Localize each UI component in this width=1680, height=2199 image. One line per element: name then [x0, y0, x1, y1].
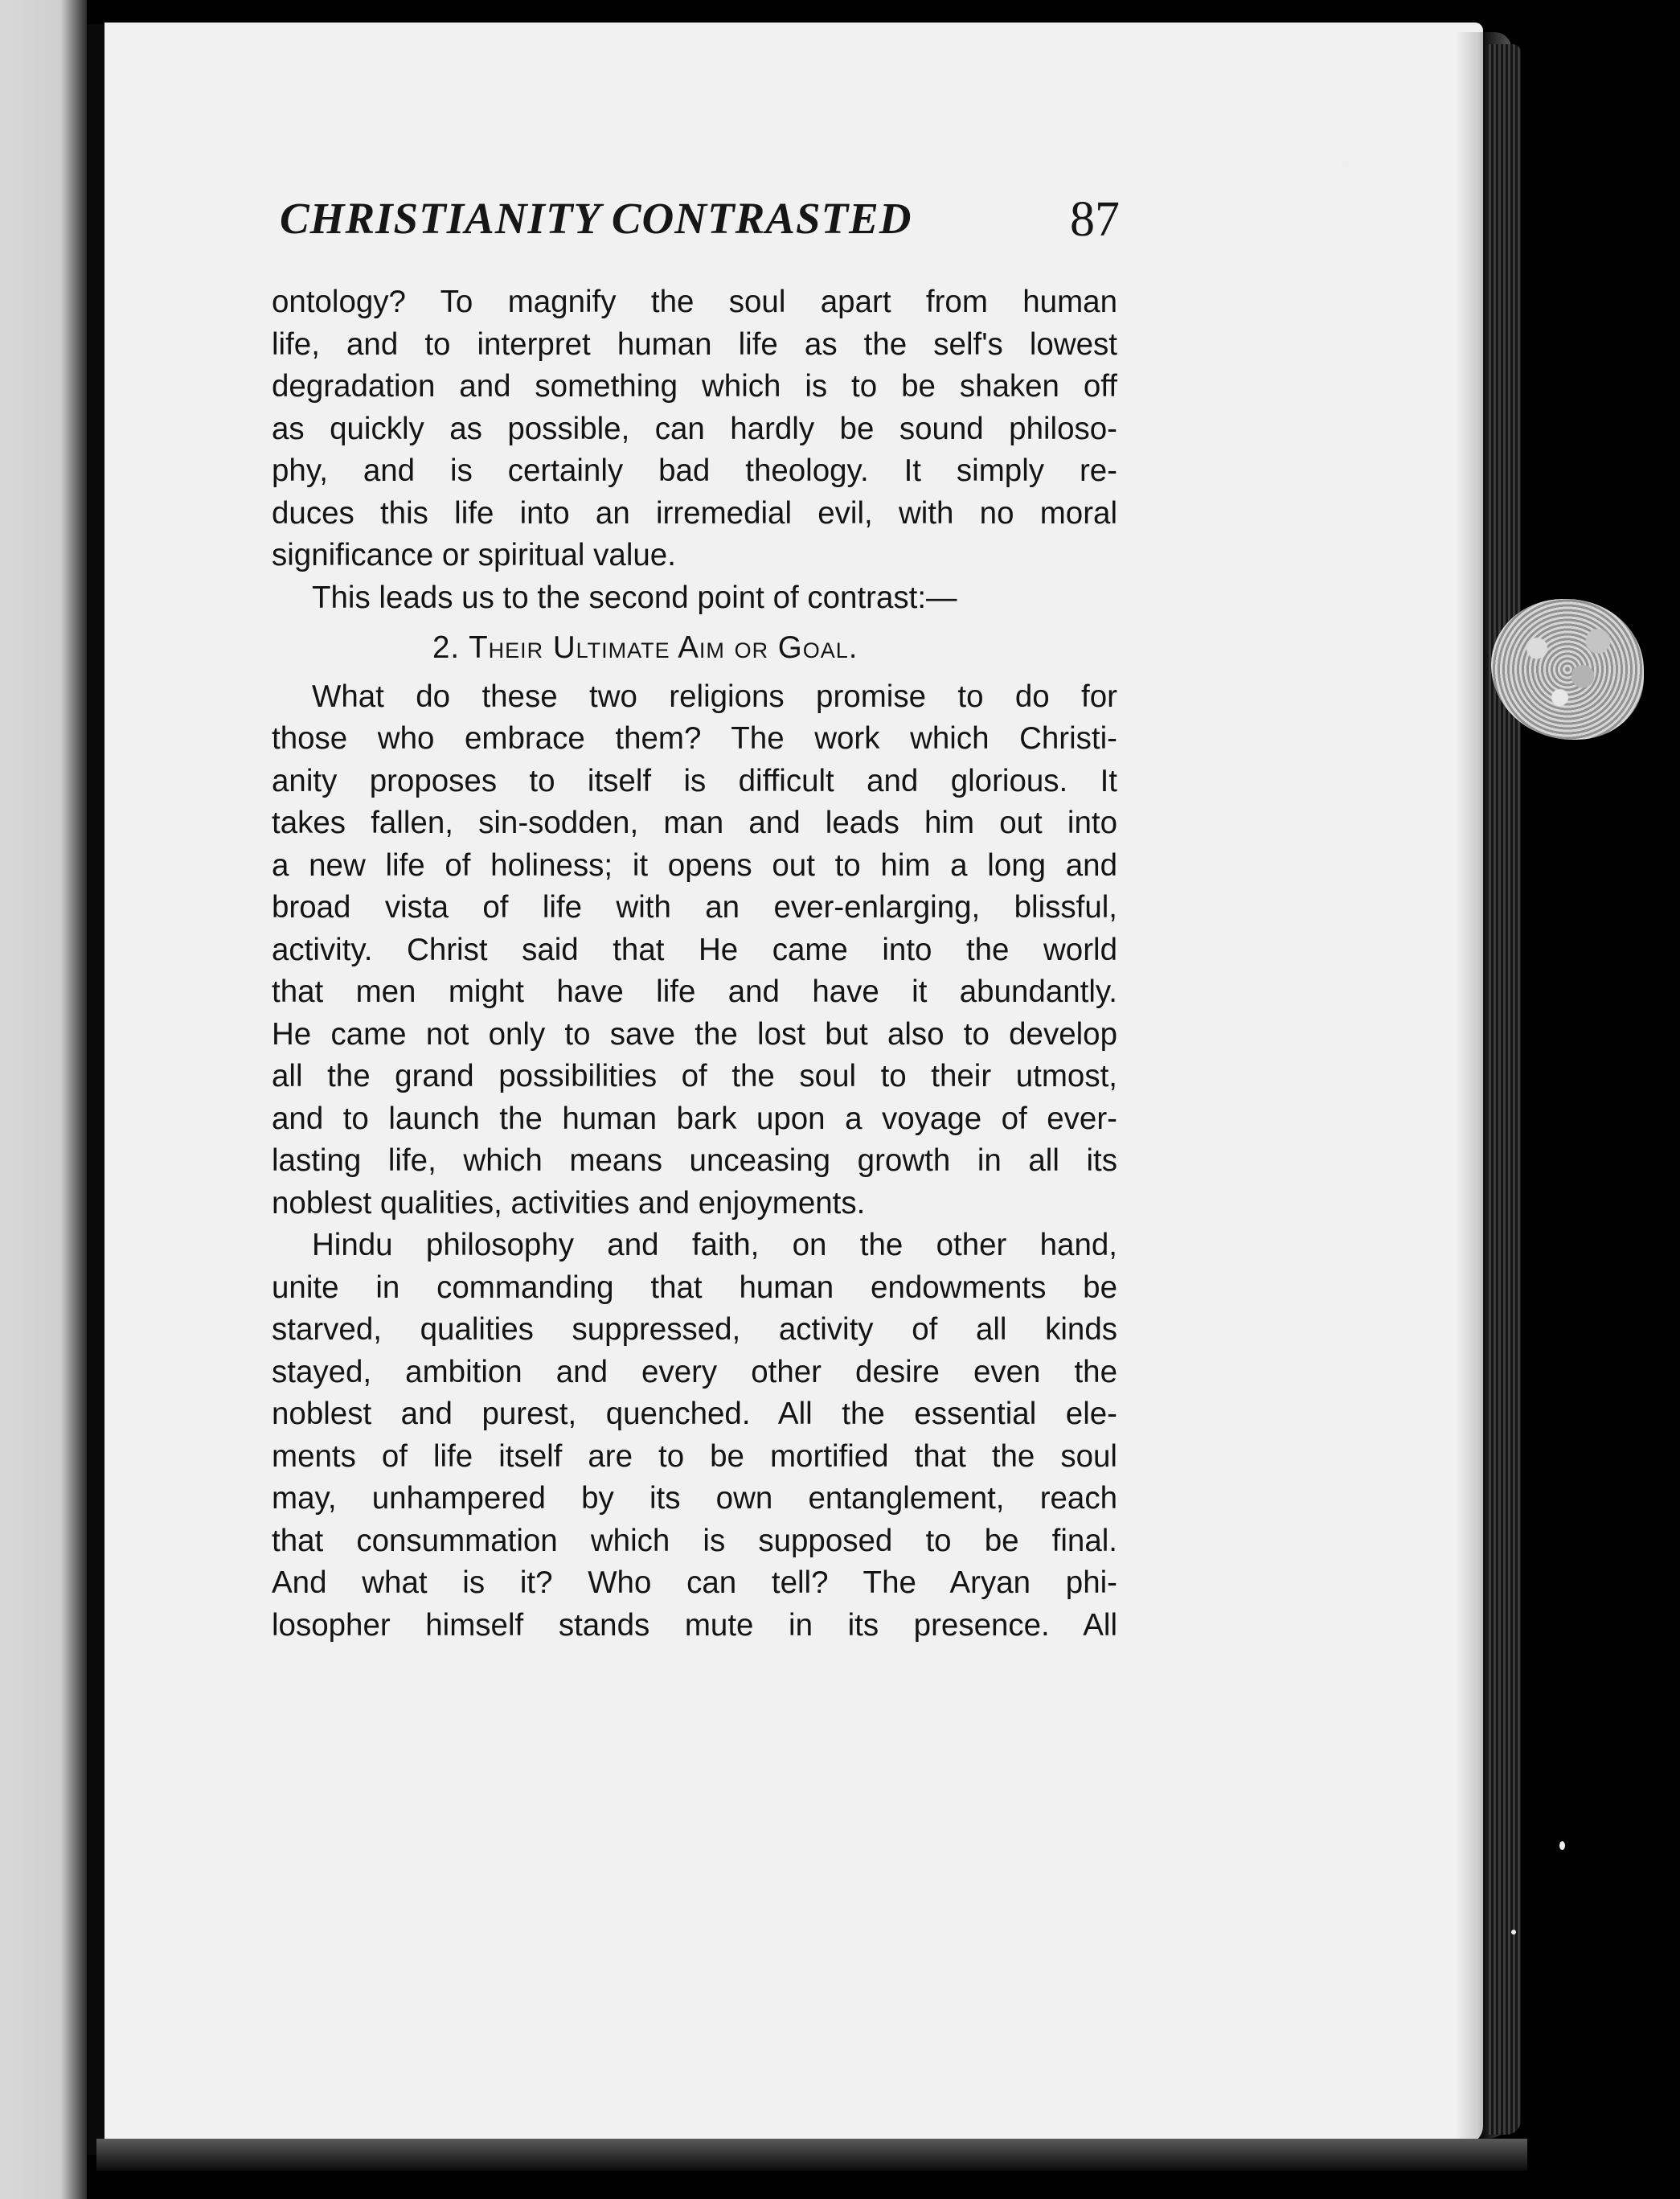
page-stack-edge	[1489, 44, 1521, 2135]
paragraph-1	[272, 281, 1117, 577]
text-line: ontology? To magnify the soul apart from human	[272, 285, 1117, 319]
text-line: life, and to interpret human life as the self's lowest	[272, 326, 1117, 362]
text-line: a new life of holiness; it opens out to him a long and	[272, 847, 1117, 883]
text-line: phy, and is certainly bad theology. It simply re-	[272, 453, 1117, 488]
section-heading: 2. Their Ultimate Aim or Goal.	[432, 630, 858, 665]
binding-gutter	[87, 24, 104, 2155]
text-line: degradation and something which is to be shaken off	[272, 369, 1117, 404]
paper-speck	[1511, 1930, 1516, 1934]
text-line: noblest and purest, quenched. All the essential ele-	[272, 1397, 1117, 1431]
paragraph-4	[272, 1225, 1117, 1647]
text-line: Hindu philosophy and faith, on the other hand,	[312, 1228, 1117, 1262]
text-line: anity proposes to itself is difficult and glorious. It	[272, 763, 1117, 798]
text-line: activity. Christ said that He came into the world	[272, 932, 1117, 967]
paragraph-3	[272, 676, 1117, 1225]
text-line: He came not only to save the lost but also to develop	[272, 1016, 1117, 1052]
text-line: those who embrace them? The work which Christi-	[272, 721, 1117, 756]
running-header	[280, 193, 1120, 265]
running-title: CHRISTIANITY CONTRASTED	[280, 194, 912, 243]
text-line: that men might have life and have it abundantly.	[272, 974, 1117, 1009]
text-line: stayed, ambition and every other desire even the	[272, 1354, 1117, 1389]
text-line: significance or spiritual value.	[272, 538, 676, 572]
text-line: takes fallen, sin-sodden, man and leads him out into	[272, 806, 1117, 840]
page-number: 87	[1070, 192, 1120, 247]
text-line: lasting life, which means unceasing growth in all its	[272, 1143, 1117, 1178]
left-page-edge	[0, 0, 87, 2199]
paper-speck	[1342, 161, 1350, 168]
text-line: What do these two religions promise to do for	[312, 679, 1117, 714]
text-line: that consummation which is supposed to be final.	[272, 1523, 1117, 1558]
text-line: And what is it? Who can tell? The Aryan phi-	[272, 1565, 1117, 1600]
text-line: unite in commanding that human endowments be	[272, 1270, 1117, 1305]
body-text	[272, 281, 1117, 1647]
paper-speck	[1559, 1841, 1565, 1850]
text-line: and to launch the human bark upon a voyage of ever-	[272, 1101, 1117, 1136]
text-line: This leads us to the second point of contrast:—	[312, 580, 957, 615]
text-line: broad vista of life with an ever-enlarging, blissful,	[272, 890, 1117, 925]
text-line: noblest qualities, activities and enjoyments.	[272, 1185, 866, 1221]
page-bottom-edge	[96, 2139, 1527, 2171]
text-line: all the grand possibilities of the soul to their utmost,	[272, 1059, 1117, 1093]
text-line: may, unhampered by its own entanglement, reach	[272, 1481, 1117, 1516]
paragraph-2	[272, 577, 1117, 620]
text-line: as quickly as possible, can hardly be sound philoso-	[272, 411, 1117, 446]
text-line: duces this life into an irremedial evil, with no moral	[272, 495, 1117, 531]
text-line: losopher himself stands mute in its presence. All	[272, 1607, 1117, 1643]
text-line: ments of life itself are to be mortified that the soul	[272, 1438, 1117, 1474]
text-line: starved, qualities suppressed, activity of all kinds	[272, 1312, 1117, 1347]
